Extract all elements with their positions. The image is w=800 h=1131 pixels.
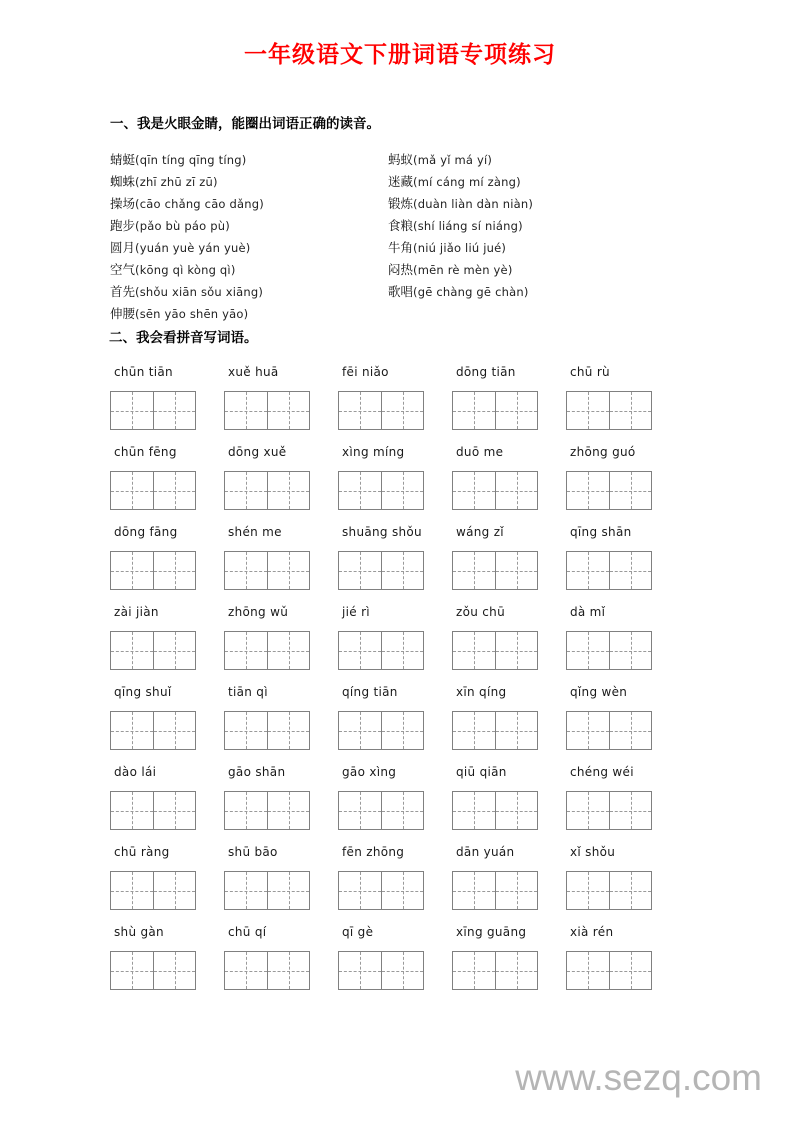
character-grid-cell[interactable] <box>339 552 381 589</box>
character-grid-cell[interactable] <box>225 552 267 589</box>
pinyin-choice-left[interactable] <box>110 304 380 326</box>
character-grid-cell[interactable] <box>609 712 651 749</box>
character-grid-cell[interactable] <box>225 392 267 429</box>
write-item <box>110 762 224 830</box>
character-grid-cell[interactable] <box>153 872 195 909</box>
write-item <box>566 842 680 910</box>
character-grid-cell[interactable] <box>381 712 423 749</box>
character-grid-cell[interactable] <box>609 632 651 669</box>
character-grid-box[interactable] <box>566 551 652 590</box>
vocabulary-word: 锻炼 <box>388 196 414 212</box>
character-grid-cell[interactable] <box>567 472 609 509</box>
pinyin-prompt: fēn zhōng <box>342 845 405 860</box>
vocabulary-word: 伸腰 <box>110 306 136 322</box>
pinyin-options[interactable]: (mēn rè mèn yè) <box>413 263 513 278</box>
pinyin-choice-right[interactable] <box>380 216 690 238</box>
pinyin-choice-row <box>110 260 690 282</box>
character-grid-cell[interactable] <box>453 552 495 589</box>
character-grid-box[interactable] <box>338 551 424 590</box>
character-grid-box[interactable] <box>224 471 310 510</box>
pinyin-prompt: xià rén <box>570 925 614 940</box>
write-row <box>110 682 690 750</box>
character-grid-box[interactable] <box>452 391 538 430</box>
pinyin-prompt: qīng shuǐ <box>114 685 172 700</box>
pinyin-prompt: dōng fāng <box>114 525 178 540</box>
page-title: 一年级语文下册词语专项练习 <box>244 41 556 68</box>
character-grid-cell[interactable] <box>111 552 153 589</box>
character-grid-cell[interactable] <box>339 952 381 989</box>
pinyin-choice-right[interactable] <box>380 150 690 172</box>
character-grid-box[interactable] <box>452 711 538 750</box>
character-grid-cell[interactable] <box>267 712 309 749</box>
section-one-heading: 一、我是火眼金睛，能圈出词语正确的读音。 <box>110 115 380 132</box>
character-grid-cell[interactable] <box>225 872 267 909</box>
write-item <box>110 442 224 510</box>
character-grid-cell[interactable] <box>381 792 423 829</box>
vocabulary-word: 蜻蜓 <box>110 152 136 168</box>
character-grid-box[interactable] <box>224 711 310 750</box>
pinyin-prompt: duō me <box>456 445 504 460</box>
pinyin-prompt: shū bāo <box>228 845 278 860</box>
pinyin-prompt: shén me <box>228 525 282 540</box>
character-grid-box[interactable] <box>452 871 538 910</box>
character-grid-cell[interactable] <box>267 472 309 509</box>
watermark: www.sezq.com <box>515 1057 762 1098</box>
character-grid-box[interactable] <box>338 391 424 430</box>
pinyin-prompt: chū ràng <box>114 845 170 860</box>
write-item <box>224 602 338 670</box>
write-item <box>338 842 452 910</box>
vocabulary-word: 跑步 <box>110 218 136 234</box>
pinyin-prompt: dōng tiān <box>456 365 516 380</box>
write-item <box>110 842 224 910</box>
pinyin-options[interactable]: (shí liáng sí niáng) <box>413 219 523 234</box>
character-grid-cell[interactable] <box>381 392 423 429</box>
pinyin-prompt: dà mǐ <box>570 605 606 620</box>
write-item <box>110 602 224 670</box>
write-item <box>338 922 452 990</box>
character-grid-cell[interactable] <box>567 632 609 669</box>
character-grid-cell[interactable] <box>111 712 153 749</box>
write-item <box>110 922 224 990</box>
character-grid-box[interactable] <box>566 391 652 430</box>
pinyin-prompt: zài jiàn <box>114 605 159 620</box>
write-item <box>452 682 566 750</box>
pinyin-prompt: tiān qì <box>228 685 268 700</box>
character-grid-box[interactable] <box>566 951 652 990</box>
character-grid-cell[interactable] <box>381 552 423 589</box>
character-grid-cell[interactable] <box>567 392 609 429</box>
write-item <box>338 442 452 510</box>
write-row <box>110 762 690 830</box>
pinyin-prompt: gāo xìng <box>342 765 397 780</box>
character-grid-cell[interactable] <box>495 712 537 749</box>
write-item <box>452 442 566 510</box>
pinyin-options[interactable]: (gē chàng gē chàn) <box>413 285 529 300</box>
character-grid-cell[interactable] <box>225 952 267 989</box>
write-item <box>338 362 452 430</box>
character-grid-box[interactable] <box>110 631 196 670</box>
character-grid-cell[interactable] <box>567 872 609 909</box>
pinyin-prompt: dào lái <box>114 765 157 780</box>
character-grid-box[interactable] <box>110 471 196 510</box>
pinyin-prompt: wáng zǐ <box>456 525 504 540</box>
character-grid-cell[interactable] <box>381 632 423 669</box>
write-item <box>452 362 566 430</box>
character-grid-cell[interactable] <box>567 712 609 749</box>
write-item <box>566 682 680 750</box>
character-grid-cell[interactable] <box>111 472 153 509</box>
write-item <box>452 522 566 590</box>
pinyin-prompt: fēi niǎo <box>342 365 389 380</box>
character-grid-cell[interactable] <box>339 472 381 509</box>
write-item <box>224 442 338 510</box>
character-grid-cell[interactable] <box>495 872 537 909</box>
character-grid-cell[interactable] <box>495 392 537 429</box>
character-grid-box[interactable] <box>110 391 196 430</box>
pinyin-prompt: gāo shān <box>228 765 286 780</box>
vocabulary-word: 空气 <box>110 262 136 278</box>
character-grid-cell[interactable] <box>609 472 651 509</box>
character-grid-cell[interactable] <box>609 392 651 429</box>
write-row <box>110 442 690 510</box>
character-grid-box[interactable] <box>566 871 652 910</box>
write-item <box>452 602 566 670</box>
character-grid-cell[interactable] <box>495 792 537 829</box>
character-grid-cell[interactable] <box>453 952 495 989</box>
character-grid-cell[interactable] <box>267 632 309 669</box>
pinyin-choice-left[interactable] <box>110 260 380 282</box>
pinyin-prompt: chūn tiān <box>114 365 173 380</box>
character-grid-cell[interactable] <box>495 952 537 989</box>
vocabulary-word: 歌唱 <box>388 284 414 300</box>
write-item <box>338 522 452 590</box>
write-row <box>110 602 690 670</box>
character-grid-box[interactable] <box>338 631 424 670</box>
character-grid-box[interactable] <box>110 871 196 910</box>
character-grid-box[interactable] <box>224 791 310 830</box>
pinyin-prompt: shuāng shǒu <box>342 525 422 540</box>
write-item <box>566 602 680 670</box>
pinyin-prompt: qiū qiān <box>456 765 507 780</box>
write-item <box>452 762 566 830</box>
pinyin-options[interactable]: (niú jiǎo liú jué) <box>413 241 507 256</box>
character-grid-cell[interactable] <box>267 392 309 429</box>
character-grid-cell[interactable] <box>153 472 195 509</box>
pinyin-prompt: zhōng wǔ <box>228 605 289 620</box>
pinyin-prompt: qíng tiān <box>342 685 398 700</box>
write-characters-section <box>110 362 690 990</box>
character-grid-cell[interactable] <box>609 872 651 909</box>
pinyin-prompt: dōng xuě <box>228 445 287 460</box>
pinyin-choice-row <box>110 172 690 194</box>
character-grid-cell[interactable] <box>267 872 309 909</box>
pinyin-prompt: qīng shān <box>570 525 632 540</box>
vocabulary-word: 蚂蚁 <box>388 152 414 168</box>
pinyin-options[interactable]: (qīn tíng qīng tíng) <box>135 153 247 168</box>
character-grid-cell[interactable] <box>111 392 153 429</box>
vocabulary-word: 蜘蛛 <box>110 174 136 190</box>
pinyin-prompt: chūn fēng <box>114 445 177 460</box>
pinyin-choice-row <box>110 304 690 326</box>
write-row <box>110 842 690 910</box>
character-grid-cell[interactable] <box>609 552 651 589</box>
pinyin-choice-right[interactable] <box>380 172 690 194</box>
write-item <box>224 922 338 990</box>
pinyin-options[interactable]: (sēn yāo shēn yāo) <box>135 307 249 322</box>
vocabulary-word: 圆月 <box>110 240 136 256</box>
vocabulary-word: 首先 <box>110 284 136 300</box>
character-grid-cell[interactable] <box>267 952 309 989</box>
character-grid-cell[interactable] <box>153 712 195 749</box>
character-grid-cell[interactable] <box>453 712 495 749</box>
write-row <box>110 362 690 430</box>
character-grid-cell[interactable] <box>339 712 381 749</box>
pinyin-prompt: xǐ shǒu <box>570 845 616 860</box>
write-item <box>338 762 452 830</box>
pinyin-choice-right[interactable] <box>380 238 690 260</box>
pinyin-prompt: chéng wéi <box>570 765 634 780</box>
write-item <box>566 922 680 990</box>
character-grid-cell[interactable] <box>453 632 495 669</box>
pinyin-choice-left[interactable] <box>110 216 380 238</box>
character-grid-cell[interactable] <box>339 392 381 429</box>
pinyin-choice-row <box>110 194 690 216</box>
write-item <box>338 682 452 750</box>
pinyin-choice-left[interactable] <box>110 238 380 260</box>
character-grid-box[interactable] <box>338 471 424 510</box>
character-grid-cell[interactable] <box>111 872 153 909</box>
character-grid-box[interactable] <box>224 551 310 590</box>
character-grid-cell[interactable] <box>267 552 309 589</box>
character-grid-cell[interactable] <box>453 792 495 829</box>
character-grid-cell[interactable] <box>453 872 495 909</box>
character-grid-cell[interactable] <box>339 872 381 909</box>
character-grid-cell[interactable] <box>453 472 495 509</box>
character-grid-box[interactable] <box>566 791 652 830</box>
pinyin-prompt: xīng guāng <box>456 925 527 940</box>
pinyin-choice-right[interactable] <box>380 260 690 282</box>
character-grid-cell[interactable] <box>153 632 195 669</box>
character-grid-cell[interactable] <box>267 792 309 829</box>
character-grid-cell[interactable] <box>381 872 423 909</box>
pinyin-prompt: xuě huā <box>228 365 279 380</box>
section-two-heading: 二、我会看拼音写词语。 <box>109 330 258 347</box>
pinyin-choice-right[interactable] <box>380 194 690 216</box>
character-grid-box[interactable] <box>452 471 538 510</box>
write-item <box>338 602 452 670</box>
character-grid-cell[interactable] <box>225 472 267 509</box>
pinyin-prompt: xīn qíng <box>456 685 507 700</box>
pinyin-options[interactable]: (zhī zhū zī zū) <box>135 175 218 190</box>
vocabulary-word: 闷热 <box>388 262 414 278</box>
character-grid-box[interactable] <box>110 711 196 750</box>
character-grid-cell[interactable] <box>567 552 609 589</box>
write-item <box>224 522 338 590</box>
write-item <box>452 842 566 910</box>
write-item <box>224 362 338 430</box>
write-item <box>566 362 680 430</box>
pinyin-options[interactable]: (duàn liàn dàn niàn) <box>413 197 534 212</box>
character-grid-cell[interactable] <box>339 792 381 829</box>
vocabulary-word: 迷藏 <box>388 174 414 190</box>
character-grid-box[interactable] <box>338 951 424 990</box>
write-item <box>566 442 680 510</box>
pinyin-prompt: zhōng guó <box>570 445 636 460</box>
character-grid-box[interactable] <box>566 711 652 750</box>
character-grid-box[interactable] <box>452 551 538 590</box>
character-grid-box[interactable] <box>566 631 652 670</box>
character-grid-cell[interactable] <box>381 952 423 989</box>
write-item <box>110 362 224 430</box>
pinyin-options[interactable]: (cāo chǎng cāo dǎng) <box>135 197 264 212</box>
pinyin-prompt: qī gè <box>342 925 374 940</box>
pinyin-prompt: shù gàn <box>114 925 164 940</box>
character-grid-cell[interactable] <box>111 952 153 989</box>
character-grid-cell[interactable] <box>567 792 609 829</box>
character-grid-cell[interactable] <box>153 952 195 989</box>
write-item <box>224 682 338 750</box>
write-item <box>224 762 338 830</box>
character-grid-cell[interactable] <box>225 712 267 749</box>
character-grid-cell[interactable] <box>453 392 495 429</box>
character-grid-box[interactable] <box>224 871 310 910</box>
write-row <box>110 522 690 590</box>
pinyin-prompt: dān yuán <box>456 845 515 860</box>
character-grid-cell[interactable] <box>381 472 423 509</box>
pinyin-options[interactable]: (kōng qì kòng qì) <box>135 263 236 278</box>
character-grid-cell[interactable] <box>153 392 195 429</box>
character-grid-cell[interactable] <box>609 792 651 829</box>
character-grid-box[interactable] <box>110 791 196 830</box>
character-grid-box[interactable] <box>338 871 424 910</box>
write-item <box>566 762 680 830</box>
pinyin-options[interactable]: (pǎo bù páo pù) <box>135 219 230 234</box>
character-grid-cell[interactable] <box>339 632 381 669</box>
character-grid-cell[interactable] <box>495 552 537 589</box>
character-grid-cell[interactable] <box>225 792 267 829</box>
pinyin-choice-table <box>110 150 690 326</box>
pinyin-choice-left[interactable] <box>110 150 380 172</box>
character-grid-box[interactable] <box>224 391 310 430</box>
pinyin-choice-row <box>110 238 690 260</box>
pinyin-prompt: chū rù <box>570 365 610 380</box>
write-item <box>224 842 338 910</box>
character-grid-box[interactable] <box>338 791 424 830</box>
pinyin-choice-left[interactable] <box>110 282 380 304</box>
character-grid-cell[interactable] <box>111 632 153 669</box>
character-grid-cell[interactable] <box>495 472 537 509</box>
pinyin-options[interactable]: (yuán yuè yán yuè) <box>135 241 251 256</box>
vocabulary-word: 牛角 <box>388 240 414 256</box>
character-grid-cell[interactable] <box>495 632 537 669</box>
pinyin-choice-left[interactable] <box>110 194 380 216</box>
pinyin-choice-right[interactable] <box>380 282 690 304</box>
character-grid-box[interactable] <box>224 631 310 670</box>
pinyin-options[interactable]: (mí cáng mí zàng) <box>413 175 521 190</box>
pinyin-options[interactable]: (mǎ yǐ má yí) <box>413 153 493 168</box>
pinyin-choice-left[interactable] <box>110 172 380 194</box>
pinyin-prompt: zǒu chū <box>456 605 505 620</box>
write-item <box>110 522 224 590</box>
pinyin-choice-row <box>110 150 690 172</box>
pinyin-options[interactable]: (shǒu xiān sǒu xiāng) <box>135 285 264 300</box>
pinyin-prompt: jié rì <box>342 605 370 620</box>
pinyin-prompt: qǐng wèn <box>570 685 628 700</box>
character-grid-box[interactable] <box>452 631 538 670</box>
character-grid-cell[interactable] <box>153 552 195 589</box>
character-grid-cell[interactable] <box>567 952 609 989</box>
pinyin-prompt: xìng míng <box>342 445 405 460</box>
character-grid-box[interactable] <box>566 471 652 510</box>
character-grid-box[interactable] <box>110 551 196 590</box>
write-item <box>110 682 224 750</box>
pinyin-choice-right[interactable] <box>380 304 690 326</box>
character-grid-cell[interactable] <box>225 632 267 669</box>
character-grid-cell[interactable] <box>111 792 153 829</box>
write-item <box>452 922 566 990</box>
vocabulary-word: 食粮 <box>388 218 414 234</box>
write-row <box>110 922 690 990</box>
character-grid-box[interactable] <box>452 791 538 830</box>
pinyin-prompt: chū qí <box>228 925 267 940</box>
character-grid-box[interactable] <box>224 951 310 990</box>
pinyin-choice-row <box>110 282 690 304</box>
write-item <box>566 522 680 590</box>
vocabulary-word: 操场 <box>110 196 136 212</box>
character-grid-cell[interactable] <box>153 792 195 829</box>
character-grid-box[interactable] <box>110 951 196 990</box>
character-grid-box[interactable] <box>452 951 538 990</box>
pinyin-choice-row <box>110 216 690 238</box>
character-grid-box[interactable] <box>338 711 424 750</box>
character-grid-cell[interactable] <box>609 952 651 989</box>
